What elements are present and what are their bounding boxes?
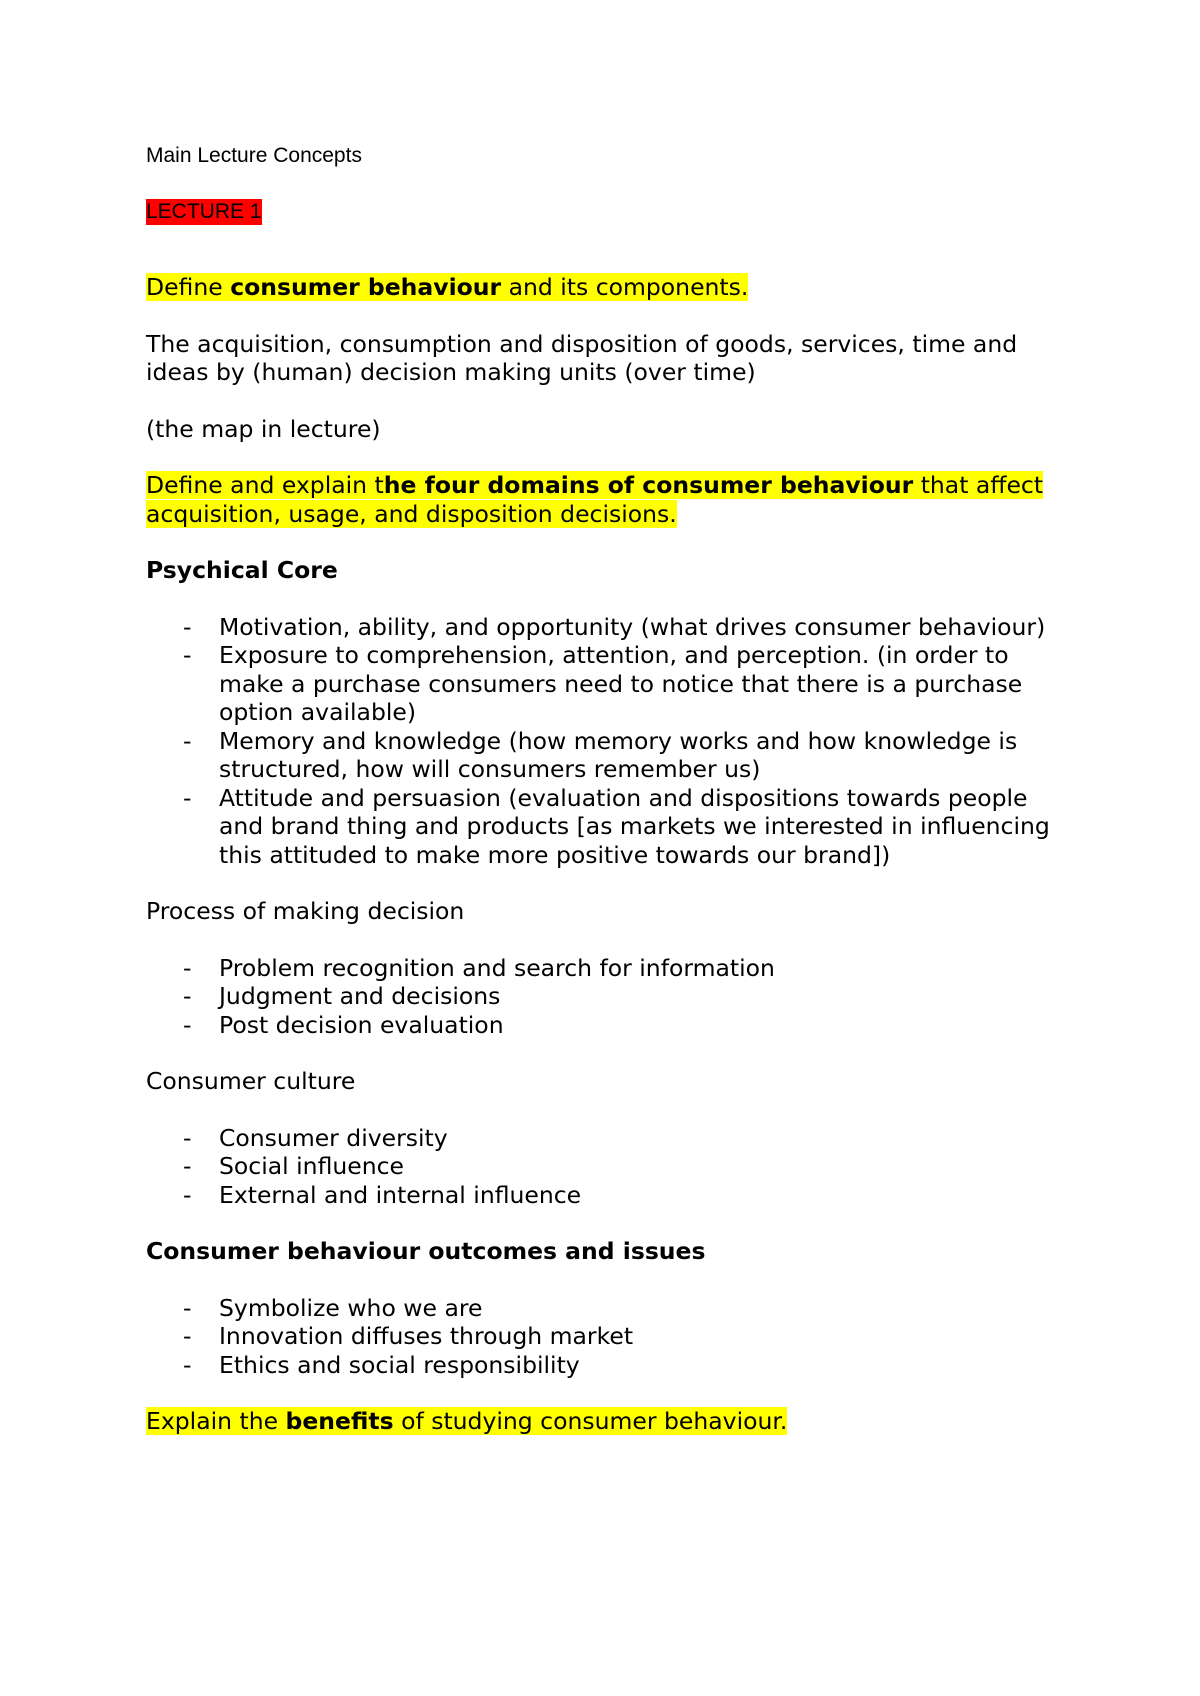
process-list [146, 954, 1076, 1040]
psychical-core-list [146, 613, 1076, 870]
question-four-domains [146, 471, 1076, 528]
section-heading-psychical-core: Psychical Core [146, 556, 338, 584]
section-heading-process: Process of making decision [146, 897, 465, 925]
question-benefits [146, 1407, 1076, 1436]
list-item: - Motivation, ability, and opportunity (what drives consumer behaviour) [146, 613, 1076, 642]
list-item: - Memory and knowledge (how memory works and how knowledge is structured, how will consumers remember us) [146, 727, 1076, 784]
list-item: - Judgment and decisions [146, 982, 1076, 1011]
definition-paragraph: The acquisition, consumption and disposition of goods, services, time and ideas by (human) decision making units (over time) [146, 329, 1018, 386]
question-text: Define and explain t [146, 471, 384, 499]
outcomes-list [146, 1294, 1076, 1380]
list-item: - Post decision evaluation [146, 1011, 1076, 1040]
list-item: - Attitude and persuasion (evaluation and dispositions towards people and brand thing and products [as markets we interested in influencing this attituded to make more positive towards our brand]) [146, 784, 1076, 870]
list-item: - Innovation diffuses through market [146, 1322, 1076, 1351]
question-text: and its components. [501, 273, 749, 301]
highlight [146, 471, 1043, 528]
question-text: that affect acquisition, usage, and disposition decisions. [146, 471, 1044, 528]
document-page [146, 142, 1076, 1464]
lecture-label: LECTURE 1 [146, 200, 262, 223]
question-text: of studying consumer behaviour. [393, 1407, 788, 1435]
highlight [146, 1407, 787, 1435]
section-heading-consumer-culture: Consumer culture [146, 1067, 356, 1095]
map-note: (the map in lecture) [146, 414, 381, 443]
question-bold-term: consumer behaviour [230, 273, 502, 301]
consumer-culture-list [146, 1124, 1076, 1210]
list-item: - Ethics and social responsibility [146, 1351, 1076, 1380]
highlight [146, 273, 748, 301]
question-define-consumer-behaviour [146, 273, 1076, 302]
list-item: - Social influence [146, 1152, 1076, 1181]
list-item: - Exposure to comprehension, attention, and perception. (in order to make a purchase consumers need to notice that there is a purchase option available) [146, 641, 1076, 727]
list-item: - Consumer diversity [146, 1124, 1076, 1153]
list-item: - External and internal influence [146, 1181, 1076, 1210]
document-title: Main Lecture Concepts [146, 144, 362, 167]
question-bold-term: he four domains of consumer behaviour [383, 471, 914, 499]
question-text: Explain the [146, 1407, 286, 1435]
list-item: - Symbolize who we are [146, 1294, 1076, 1323]
list-item: - Problem recognition and search for information [146, 954, 1076, 983]
question-bold-term: benefits [285, 1407, 394, 1435]
section-heading-outcomes: Consumer behaviour outcomes and issues [146, 1237, 706, 1265]
question-text: Define [146, 273, 231, 301]
